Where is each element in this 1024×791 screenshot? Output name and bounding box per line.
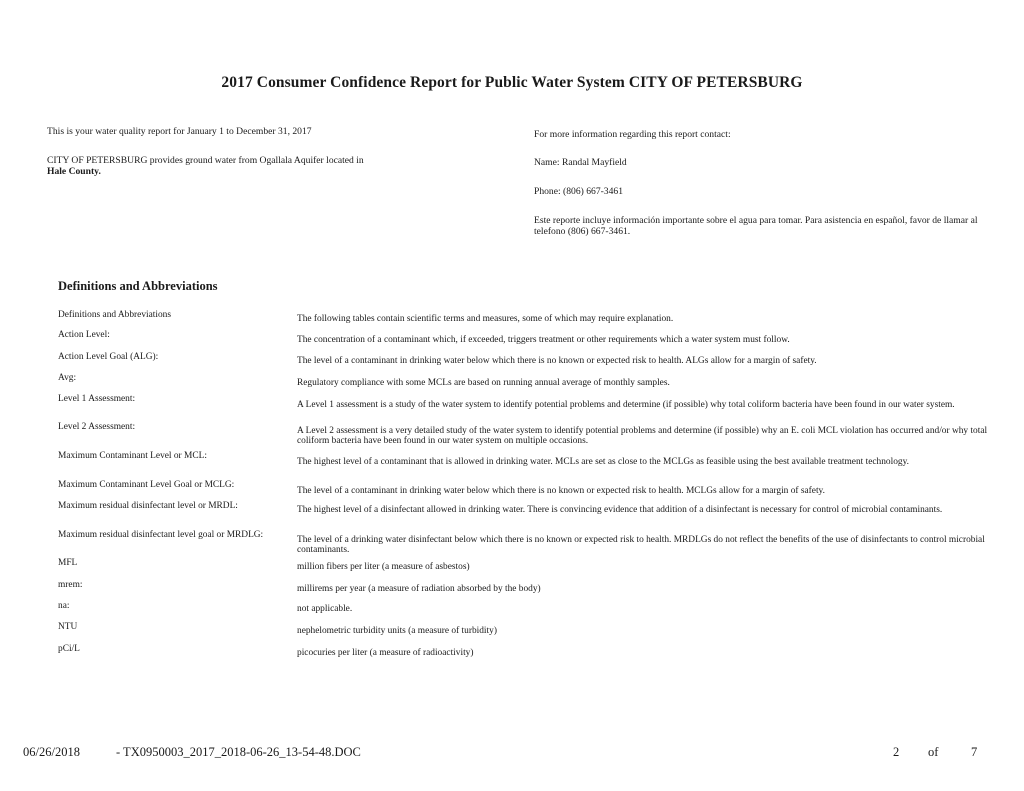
def-mrdlg: The level of a drinking water disinfectant below which there is no known or expected risk to health. MRDLGs do not reflect the benefits of the use of disinfectants to control microbial contaminants. <box>297 535 985 555</box>
term-mrem: mrem: <box>58 580 83 590</box>
contact-phone: Phone: (806) 667-3461 <box>534 186 623 197</box>
def-mrem: millirems per year (a measure of radiation absorbed by the body) <box>297 584 541 594</box>
footer-page-number: 2 <box>893 745 900 759</box>
contact-heading: For more information regarding this report contact: <box>534 129 731 140</box>
def-level1: A Level 1 assessment is a study of the water system to identify potential problems and determine (if possible) why total coliform bacteria have been found in our water system. <box>297 400 955 410</box>
def-mclg: The level of a contaminant in drinking water below which there is no known or expected risk to health. MCLGs allow for a margin of safety. <box>297 486 825 496</box>
term-alg: Action Level Goal (ALG): <box>58 352 159 362</box>
term-pcil: pCi/L <box>58 644 80 654</box>
term-na: na: <box>58 601 70 611</box>
def-action-level: The concentration of a contaminant which, if exceeded, triggers treatment or other requirements which a water system must follow. <box>297 335 790 345</box>
term-mrdlg: Maximum residual disinfectant level goal or MRDLG: <box>58 530 264 540</box>
def-avg: Regulatory compliance with some MCLs are based on running annual average of monthly samples. <box>297 378 670 388</box>
footer-page-total: 7 <box>971 745 978 759</box>
def-alg: The level of a contaminant in drinking water below which there is no known or expected risk to health. ALGs allow for a margin of safety. <box>297 356 817 366</box>
def-mfl: million fibers per liter (a measure of asbestos) <box>297 562 470 572</box>
spanish-notice: Este reporte incluye información importante sobre el agua para tomar. Para asistencia en español, favor de llamar al telefono (806) 667-3461. <box>534 215 978 237</box>
term-mfl: MFL <box>58 558 78 568</box>
report-title: 2017 Consumer Confidence Report for Public Water System CITY OF PETERSBURG <box>221 74 803 91</box>
definitions-heading: Definitions and Abbreviations <box>58 279 218 293</box>
term-mrdl: Maximum residual disinfectant level or MRDL: <box>58 501 238 511</box>
term-avg: Avg: <box>58 373 77 383</box>
term-level1: Level 1 Assessment: <box>58 394 136 404</box>
def-mcl: The highest level of a contaminant that is allowed in drinking water. MCLs are set as close to the MCLGs as feasible using the best available treatment technology. <box>297 457 909 467</box>
def-level2: A Level 2 assessment is a very detailed study of the water system to identify potential problems and determine (if possible) why an E. coli MCL violation has occurred and/or why total coliform bacteria have been found in our water system on multiple occasions. <box>297 426 988 446</box>
term-definitions: Definitions and Abbreviations <box>58 310 172 320</box>
footer-date: 06/26/2018 <box>23 745 80 759</box>
water-source-county: Hale County. <box>47 166 101 177</box>
report-period: This is your water quality report for January 1 to December 31, 2017 <box>47 126 312 137</box>
def-na: not applicable. <box>297 604 353 614</box>
footer-page-of: of <box>928 745 939 759</box>
def-mrdl: The highest level of a disinfectant allowed in drinking water. There is convincing evidence that addition of a disinfectant is necessary for control of microbial contaminants. <box>297 505 943 515</box>
footer-document-name: - TX0950003_2017_2018-06-26_13-54-48.DOC <box>116 745 361 759</box>
water-source-line: CITY OF PETERSBURG provides ground water from Ogallala Aquifer located in <box>47 155 364 166</box>
def-pcil: picocuries per liter (a measure of radioactivity) <box>297 648 474 658</box>
term-level2: Level 2 Assessment: <box>58 422 136 432</box>
term-mcl: Maximum Contaminant Level or MCL: <box>58 451 207 461</box>
def-definitions: The following tables contain scientific terms and measures, some of which may require explanation. <box>297 314 674 324</box>
term-action-level: Action Level: <box>58 330 110 340</box>
contact-name: Name: Randal Mayfield <box>534 157 627 168</box>
def-ntu: nephelometric turbidity units (a measure of turbidity) <box>297 626 497 636</box>
term-ntu: NTU <box>58 622 78 632</box>
term-mclg: Maximum Contaminant Level Goal or MCLG: <box>58 480 235 490</box>
